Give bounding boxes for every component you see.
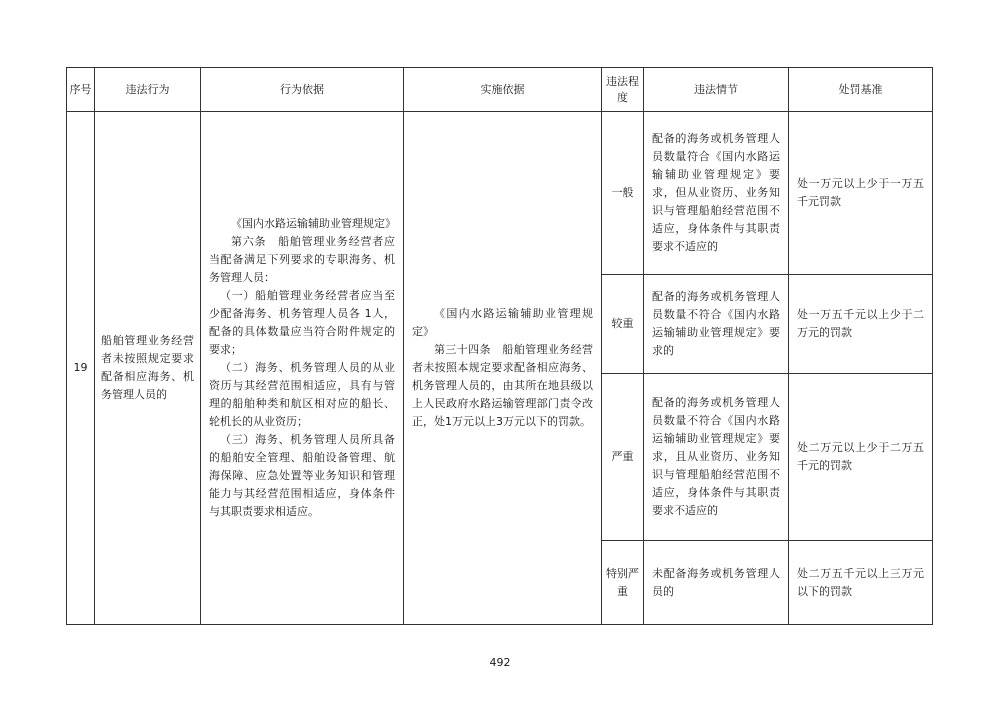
degree-especially-severe: 特别严重 xyxy=(602,541,644,625)
header-penalty-standard: 处罚基准 xyxy=(789,68,933,112)
circumstance-general: 配备的海务或机务管理人员数量符合《国内水路运输辅助业管理规定》要求，但从业资历、业务知识与管理船舶经营范围不适应，身体条件与其职责要求不适应的 xyxy=(644,112,789,275)
implementation-basis xyxy=(404,112,602,625)
degree-serious: 较重 xyxy=(602,275,644,374)
basis-item-2: （二）海务、机务管理人员的从业资历与其经营范围相适应，具有与管理的船舶种类和航区相对应的船长、轮机长的从业资历； xyxy=(209,361,395,428)
header-row xyxy=(67,68,933,112)
basis-title: 《国内水路运输辅助业管理规定》 xyxy=(231,217,396,230)
impl-article: 第三十四条 船舶管理业务经营者未按照本规定要求配备相应海务、机务管理人员的，由其所在地县级以上人民政府水路运输管理部门责令改正，处1万元以上3万元以下的罚款。 xyxy=(412,343,593,428)
header-act-basis: 行为依据 xyxy=(201,68,404,112)
penalty-standard-table xyxy=(66,67,933,625)
basis-item-1: （一）船舶管理业务经营者应当至少配备海务、机务管理人员各 1人，配备的具体数量应当符合附件规定的要求； xyxy=(209,289,395,356)
penalty-general: 处一万元以上少于一万五千元罚款 xyxy=(789,112,933,275)
penalty-severe: 处二万元以上少于二万五千元的罚款 xyxy=(789,374,933,541)
degree-general: 一般 xyxy=(602,112,644,275)
circumstance-severe: 配备的海务或机务管理人员数量不符合《国内水路运输辅助业管理规定》要求，且从业资历、业务知识与管理船舶经营范围不适应，身体条件与其职责要求不适应的 xyxy=(644,374,789,541)
page-number: 492 xyxy=(489,656,511,669)
basis-article: 第六条 船舶管理业务经营者应当配备满足下列要求的专职海务、机务管理人员： xyxy=(209,235,395,284)
circumstance-especially-severe: 未配备海务或机务管理人员的 xyxy=(644,541,789,625)
header-violation-circumstance: 违法情节 xyxy=(644,68,789,112)
degree-severe: 严重 xyxy=(602,374,644,541)
header-implementation-basis: 实施依据 xyxy=(404,68,602,112)
basis-item-3: （三）海务、机务管理人员所具备的船舶安全管理、船舶设备管理、航海保障、应急处置等业务知识和管理能力与其经营范围相适应，身体条件与其职责要求相适应。 xyxy=(209,433,395,518)
act-basis xyxy=(201,112,404,625)
impl-title: 《国内水路运输辅助业管理规定》 xyxy=(412,307,593,338)
violation-act: 船舶管理业务经营者未按照规定要求配备相应海务、机务管理人员的 xyxy=(95,112,201,625)
table-row xyxy=(67,112,933,275)
header-violation-degree: 违法程度 xyxy=(602,68,644,112)
circumstance-serious: 配备的海务或机务管理人员数量不符合《国内水路运输辅助业管理规定》要求的 xyxy=(644,275,789,374)
header-violation-act: 违法行为 xyxy=(95,68,201,112)
header-num: 序号 xyxy=(67,68,95,112)
penalty-serious: 处一万五千元以上少于二万元的罚款 xyxy=(789,275,933,374)
row-number: 19 xyxy=(67,112,95,625)
penalty-especially-severe: 处二万五千元以上三万元以下的罚款 xyxy=(789,541,933,625)
